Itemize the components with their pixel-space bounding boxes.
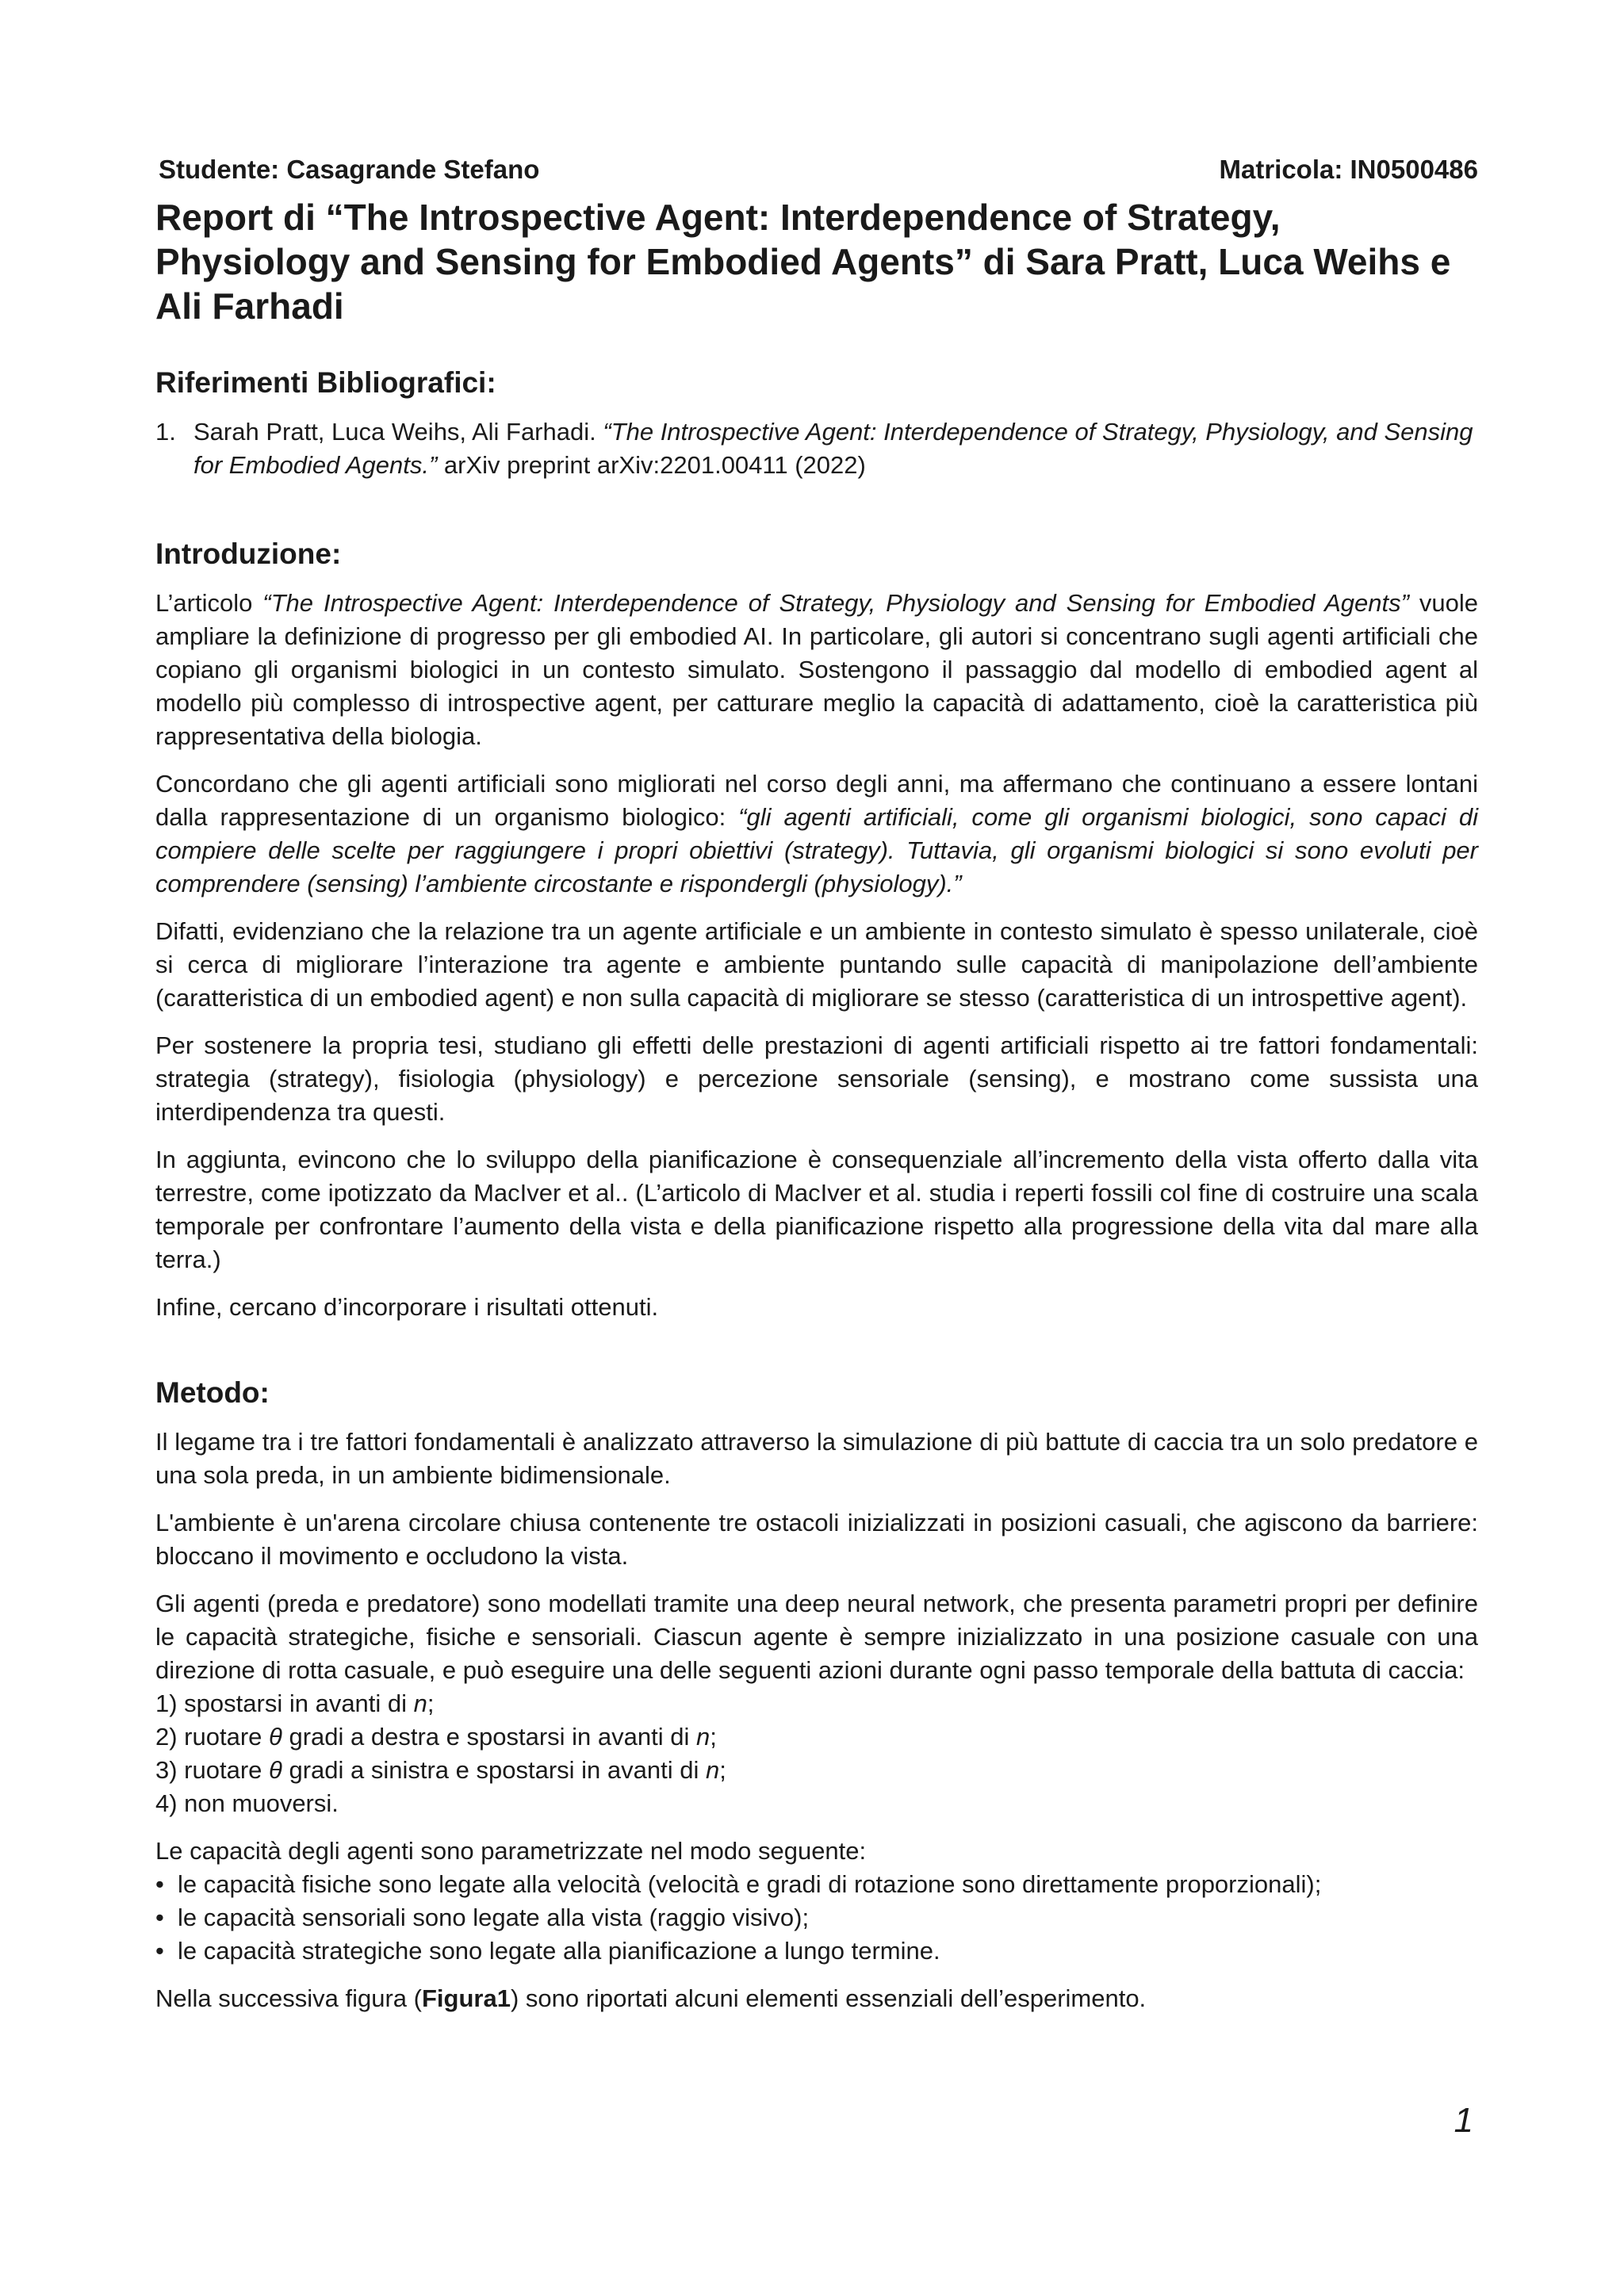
capabilities-list	[155, 1868, 1478, 1968]
references-section	[155, 363, 1478, 482]
list-item: • le capacità fisiche sono legate alla velocità (velocità e gradi di rotazione sono direttamente proporzionali);	[155, 1868, 1478, 1901]
reference-title: “The Introspective Agent: Interdependence of Strategy, Physiology, and Sensing for Embodied Agents.”	[193, 418, 1473, 479]
intro-p1-quote: “The Introspective Agent: Interdependence of Strategy, Physiology and Sensing for Embodied Agents”	[262, 589, 1409, 617]
intro-paragraph-4: Per sostenere la propria tesi, studiano gli effetti delle prestazioni di agenti artificiali rispetto ai tre fattori fondamentali: strategia (strategy), fisiologia (physiology) e percezione sensoriale (sensing), e mostrano come sussista una interdipendenza tra questi.	[155, 1031, 1478, 1126]
bullet-icon: •	[155, 1904, 164, 1931]
capabilities-lead: Le capacità degli agenti sono parametrizzate nel modo seguente:	[155, 1837, 867, 1865]
student-name: Studente: Casagrande Stefano	[159, 155, 540, 184]
action-item: 3) ruotare θ gradi a sinistra e spostarsi in avanti di n;	[155, 1756, 726, 1784]
actions-list	[155, 1687, 1478, 1820]
list-item: • le capacità strategiche sono legate alla pianificazione a lungo termine.	[155, 1934, 1478, 1968]
intro-p2-lead: Concordano che gli agenti artificiali sono migliorati nel corso degli anni, ma affermano che continuano a essere lontani dalla rappresentazione di un organismo biologico:	[155, 770, 1478, 831]
intro-p1-body: vuole ampliare la definizione di progresso per gli embodied AI. In particolare, gli autori si concentrano sugli agenti artificiali che copiano gli organismi biologici in un contesto simulato. Sostengono il passaggio dal modello di embodied agent al modello più complesso di introspective agent, per catturare meglio la capacità di adattamento, cioè la caratteristica più rappresentativa della biologia.	[155, 589, 1478, 750]
reference-text	[193, 415, 1478, 482]
bullet-icon: •	[155, 1870, 164, 1898]
method-section	[155, 1373, 1478, 2015]
report-title: Report di “The Introspective Agent: Interdependence of Strategy, Physiology and Sensing for Embodied Agents” di Sara Pratt, Luca Weihs e Ali Farhadi	[155, 197, 1451, 327]
method-paragraph-3: Gli agenti (preda e predatore) sono modellati tramite una deep neural network, che presenta parametri propri per definire le capacità strategiche, fisiche e sensoriali. Ciascun agente è sempre inizializzato in una posizione casuale con una direzione di rotta casuale, e può eseguire una delle seguenti azioni durante ogni passo temporale della battuta di caccia:	[155, 1590, 1478, 1684]
introduction-section	[155, 534, 1478, 1324]
intro-paragraph-5: In aggiunta, evincono che lo sviluppo della pianificazione è consequenziale all’incremento della vista offerto dalla vita terrestre, come ipotizzato da MacIver et al.. (L’articolo di MacIver et al. studia i reperti fossili col fine di costruire una scala temporale per confrontare l’aumento della vista e della pianificazione rispetto alla progressione della vita dal mare alla terra.)	[155, 1146, 1478, 1273]
intro-paragraph-2	[155, 767, 1478, 901]
action-item: 4) non muoversi.	[155, 1789, 339, 1817]
method-heading: Metodo:	[155, 1376, 270, 1409]
introduction-heading: Introduzione:	[155, 538, 342, 570]
page-number: 1	[1454, 2101, 1473, 2140]
reference-number: 1.	[155, 418, 176, 446]
reference-source: arXiv preprint arXiv:2201.00411 (2022)	[437, 451, 866, 479]
intro-p2-quote: “gli agenti artificiali, come gli organismi biologici, sono capaci di compiere delle scelte per raggiungere i propri obiettivi (strategy). Tuttavia, gli organismi biologici si sono evoluti per comprendere (sensing) l’ambiente circostante e rispondergli (physiology).”	[155, 803, 1478, 897]
student-id: Matricola: IN0500486	[1219, 155, 1478, 184]
document-page	[155, 149, 1478, 2030]
intro-paragraph-1	[155, 587, 1478, 753]
reference-item	[155, 415, 1478, 482]
intro-paragraph-6: Infine, cercano d’incorporare i risultati ottenuti.	[155, 1293, 659, 1321]
references-heading: Riferimenti Bibliografici:	[155, 366, 496, 399]
method-paragraph-5: Nella successiva figura (Figura1) sono riportati alcuni elementi essenziali dell’esperimento.	[155, 1984, 1147, 2012]
references-list	[155, 415, 1478, 482]
intro-paragraph-3: Difatti, evidenziano che la relazione tra un agente artificiale e un ambiente in contesto simulato è spesso unilaterale, cioè si cerca di migliorare l’interazione tra agente e ambiente puntando sulle capacità di manipolazione dell’ambiente (caratteristica di un embodied agent) e non sulla capacità di migliorare se stesso (caratteristica di un introspettive agent).	[155, 917, 1478, 1012]
method-paragraph-1: Il legame tra i tre fattori fondamentali è analizzato attraverso la simulazione di più battute di caccia tra un solo predatore e una sola preda, in un ambiente bidimensionale.	[155, 1428, 1478, 1489]
action-item: 2) ruotare θ gradi a destra e spostarsi in avanti di n;	[155, 1723, 717, 1751]
bullet-icon: •	[155, 1937, 164, 1965]
list-item: • le capacità sensoriali sono legate alla vista (raggio visivo);	[155, 1901, 1478, 1934]
intro-p1-lead: L’articolo	[155, 589, 263, 617]
action-item: 1) spostarsi in avanti di n;	[155, 1689, 435, 1717]
document-header	[155, 149, 1478, 190]
method-paragraph-2: L'ambiente è un'arena circolare chiusa contenente tre ostacoli inizializzati in posizioni casuali, che agiscono da barriere: bloccano il movimento e occludono la vista.	[155, 1509, 1478, 1570]
reference-authors: Sarah Pratt, Luca Weihs, Ali Farhadi.	[193, 418, 603, 446]
figure-reference: Figura1	[421, 1984, 511, 2012]
